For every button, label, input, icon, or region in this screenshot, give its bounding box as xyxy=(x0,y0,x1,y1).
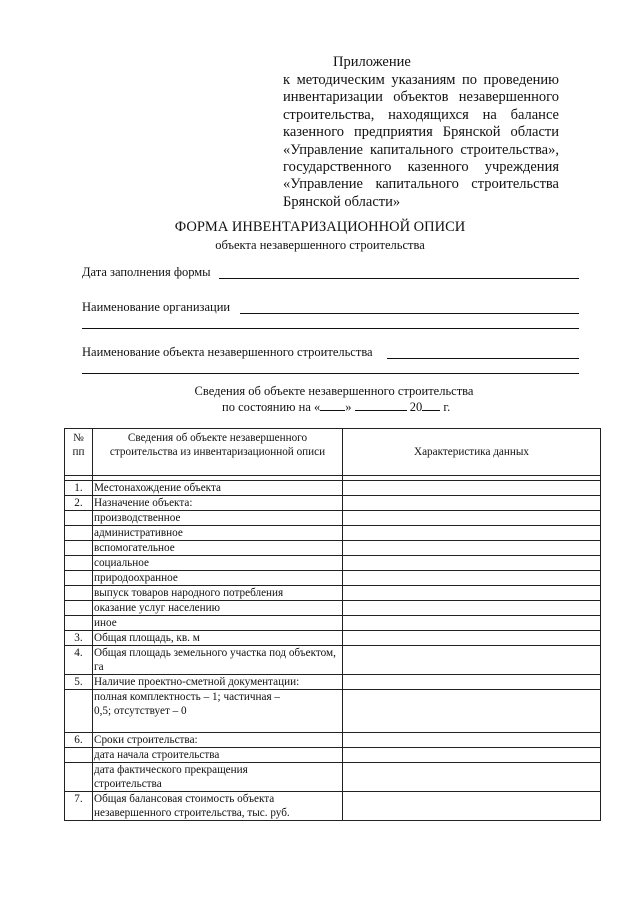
row-name: полная комплектность – 1; частичная – 0,5; отсутствует – 0 xyxy=(93,690,343,733)
row-num xyxy=(65,586,93,601)
row-num: 6. xyxy=(65,733,93,748)
date-suffix: г. xyxy=(440,400,451,414)
row-value-cell[interactable] xyxy=(343,481,601,496)
row-num: 1. xyxy=(65,481,93,496)
header-num: № пп xyxy=(65,429,93,476)
object-name-field-line2[interactable] xyxy=(82,373,579,374)
appendix-line: инвентаризации объектов незавершенного xyxy=(283,89,559,106)
row-name: административное xyxy=(93,526,343,541)
table-row xyxy=(65,571,601,586)
fill-date-label: Дата заполнения формы xyxy=(82,265,211,279)
inventory-table xyxy=(64,428,601,821)
row-value-cell[interactable] xyxy=(343,571,601,586)
row-value-cell[interactable] xyxy=(343,792,601,821)
organization-field-line2[interactable] xyxy=(82,328,579,329)
date-mid: » xyxy=(345,400,355,414)
row-num xyxy=(65,526,93,541)
row-num xyxy=(65,616,93,631)
table-row xyxy=(65,763,601,792)
table-row xyxy=(65,690,601,733)
row-name: оказание услуг населению xyxy=(93,601,343,616)
fill-date-field[interactable] xyxy=(219,278,579,279)
appendix-line: казенного предприятия Брянской области xyxy=(283,124,559,141)
row-value-cell[interactable] xyxy=(343,526,601,541)
table-row xyxy=(65,748,601,763)
row-value-cell[interactable] xyxy=(343,748,601,763)
row-name: Назначение объекта: xyxy=(93,496,343,511)
table-row xyxy=(65,496,601,511)
header-value: Характеристика данных xyxy=(343,429,601,476)
appendix-line: строительства, находящихся на балансе xyxy=(283,106,559,123)
table-row xyxy=(65,526,601,541)
info-title: Сведения об объекте незавершенного строительства xyxy=(194,384,474,398)
date-prefix: по состоянию на « xyxy=(222,400,321,414)
row-value-cell[interactable] xyxy=(343,496,601,511)
object-name-label: Наименование объекта незавершенного строительства xyxy=(82,345,373,359)
row-num: 4. xyxy=(65,646,93,675)
row-value-cell[interactable] xyxy=(343,733,601,748)
organization-field[interactable] xyxy=(240,313,579,314)
row-name: вспомогательное xyxy=(93,541,343,556)
row-num xyxy=(65,690,93,733)
table-row xyxy=(65,586,601,601)
table-row xyxy=(65,646,601,675)
appendix-line: «Управление капитального строительства», xyxy=(283,141,559,158)
row-value-cell[interactable] xyxy=(343,675,601,690)
date-year: 20 xyxy=(406,400,423,414)
table-row xyxy=(65,556,601,571)
row-num xyxy=(65,601,93,616)
row-name: Общая балансовая стоимость объекта незавершенного строительства, тыс. руб. xyxy=(93,792,343,821)
row-num: 5. xyxy=(65,675,93,690)
row-num: 7. xyxy=(65,792,93,821)
row-name: выпуск товаров народного потребления xyxy=(93,586,343,601)
row-value-cell[interactable] xyxy=(343,541,601,556)
row-name: Местонахождение объекта xyxy=(93,481,343,496)
form-title: ФОРМА ИНВЕНТАРИЗАЦИОННОЙ ОПИСИ xyxy=(174,219,466,235)
organization-label: Наименование организации xyxy=(82,300,231,314)
row-name: Общая площадь земельного участка под объектом, га xyxy=(93,646,343,675)
table-row xyxy=(65,601,601,616)
table-row xyxy=(65,616,601,631)
month-field[interactable] xyxy=(355,399,407,411)
row-name: иное xyxy=(93,616,343,631)
row-num xyxy=(65,556,93,571)
table-row xyxy=(65,541,601,556)
info-date-line xyxy=(222,399,450,415)
row-num xyxy=(65,511,93,526)
row-value-cell[interactable] xyxy=(343,763,601,792)
row-name: социальное xyxy=(93,556,343,571)
table-row xyxy=(65,733,601,748)
row-name: природоохранное xyxy=(93,571,343,586)
row-value-cell[interactable] xyxy=(343,556,601,571)
row-num: 2. xyxy=(65,496,93,511)
header-name: Сведения об объекте незавершенного строительства из инвентаризационной описи xyxy=(93,429,343,476)
row-value-cell[interactable] xyxy=(343,690,601,733)
row-num: 3. xyxy=(65,631,93,646)
appendix-line: к методическим указаниям по проведению xyxy=(283,72,559,88)
table-row xyxy=(65,631,601,646)
appendix-line: государственного казенного учреждения xyxy=(283,159,559,176)
object-name-field[interactable] xyxy=(387,358,579,359)
row-num xyxy=(65,748,93,763)
appendix-text xyxy=(283,72,559,211)
appendix-title: Приложение xyxy=(333,54,411,70)
row-value-cell[interactable] xyxy=(343,586,601,601)
day-field[interactable] xyxy=(320,399,345,411)
row-num xyxy=(65,763,93,792)
appendix-line: «Управление капитального строительства xyxy=(283,176,559,193)
row-value-cell[interactable] xyxy=(343,601,601,616)
row-name: дата фактического прекращения строительства xyxy=(93,763,343,792)
table-row xyxy=(65,511,601,526)
row-num xyxy=(65,571,93,586)
row-name: Сроки строительства: xyxy=(93,733,343,748)
form-subtitle: объекта незавершенного строительства xyxy=(215,238,425,252)
row-name: производственное xyxy=(93,511,343,526)
table-row xyxy=(65,675,601,690)
row-num xyxy=(65,541,93,556)
row-value-cell[interactable] xyxy=(343,616,601,631)
row-name: Общая площадь, кв. м xyxy=(93,631,343,646)
row-name: дата начала строительства xyxy=(93,748,343,763)
appendix-line: Брянской области» xyxy=(283,193,401,210)
table-row xyxy=(65,792,601,821)
row-name: Наличие проектно-сметной документации: xyxy=(93,675,343,690)
table-header-row xyxy=(65,429,601,476)
table-row xyxy=(65,481,601,496)
year-field[interactable] xyxy=(422,399,440,411)
row-value-cell[interactable] xyxy=(343,631,601,646)
row-value-cell[interactable] xyxy=(343,646,601,675)
row-value-cell[interactable] xyxy=(343,511,601,526)
